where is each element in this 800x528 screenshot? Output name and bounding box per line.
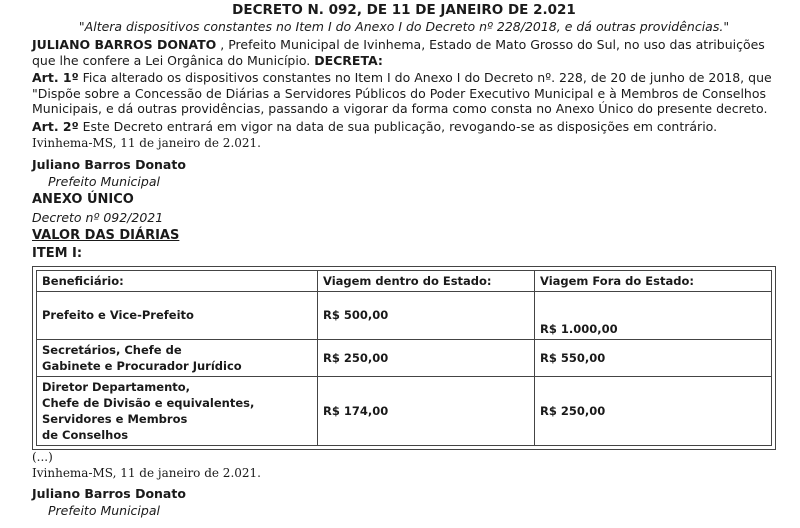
inside-state-cell: R$ 174,00	[318, 376, 535, 445]
inside-state-cell: R$ 500,00	[318, 291, 535, 339]
table-header-row	[37, 270, 772, 291]
outside-state-cell: R$ 550,00	[535, 339, 772, 376]
outside-state-cell: R$ 250,00	[535, 376, 772, 445]
decree-summary: "Altera dispositivos constantes no Item I do Anexo I do Decreto nº 228/2018, e dá outras providências."	[78, 19, 730, 34]
decree-title: DECRETO N. 092, DE 11 DE JANEIRO DE 2.021	[232, 2, 576, 18]
annex-item: ITEM I:	[32, 245, 83, 261]
signer-name-2: Juliano Barros Donato	[32, 486, 186, 501]
preamble	[32, 37, 776, 68]
beneficiary-cell: Secretários, Chefe de Gabinete e Procurador Jurídico	[37, 339, 318, 376]
annex-subheading: VALOR DAS DIÁRIAS	[32, 227, 180, 243]
signer-role-2: Prefeito Municipal	[48, 503, 160, 518]
rates-table	[36, 270, 772, 446]
table-row	[37, 291, 772, 339]
annex-heading: ANEXO ÚNICO	[32, 191, 134, 207]
place-date-2: Ivinhema-MS, 11 de janeiro de 2.021.	[32, 465, 261, 480]
signer-role: Prefeito Municipal	[48, 173, 160, 189]
decree-document	[32, 0, 776, 520]
outside-state-cell: R$ 1.000,00	[535, 291, 772, 339]
table-header-cell: Viagem dentro do Estado:	[318, 270, 535, 291]
article-1-label: Art. 1º	[32, 70, 79, 85]
signer-name: Juliano Barros Donato	[32, 156, 186, 172]
ellipsis: (...)	[32, 449, 53, 464]
article-1-text: Fica alterado os dispositivos constantes no Item I do Anexo I do Decreto nº. 228, de 20 de junho de 2018, que "Dispõe sobre a Concessão de Diárias a Servidores Públicos do Poder Executivo Municipal e à Membros de Conselhos Municipais, e dá outras providências, passando a vigorar da forma como consta no Anexo Único do presente decreto.	[32, 70, 772, 116]
article-2-label: Art. 2º	[32, 118, 79, 134]
table-row	[37, 339, 772, 376]
inside-state-cell: R$ 250,00	[318, 339, 535, 376]
article-2	[32, 119, 776, 135]
article-1	[32, 70, 776, 117]
annex-reference: Decreto nº 092/2021	[32, 209, 164, 225]
rates-table-frame	[32, 266, 776, 450]
beneficiary-cell: Prefeito e Vice-Prefeito	[37, 291, 318, 339]
place-date: Ivinhema-MS, 11 de janeiro de 2.021.	[32, 136, 261, 150]
table-row	[37, 376, 772, 445]
preamble-decreta: DECRETA:	[314, 52, 383, 68]
preamble-author: JULIANO BARROS DONATO	[32, 37, 217, 52]
table-header-cell: Beneficiário:	[37, 270, 318, 291]
beneficiary-cell: Diretor Departamento, Chefe de Divisão e equivalentes, Servidores e Membros de Conselhos	[37, 376, 318, 445]
article-2-text: Este Decreto entrará em vigor na data de sua publicação, revogando-se as disposições em contrário.	[78, 118, 718, 134]
preamble-text: , Prefeito Municipal de Ivinhema, Estado de Mato Grosso do Sul, no uso das atribuições que lhe confere a Lei Orgânica do Município.	[32, 37, 765, 68]
table-header-cell: Viagem Fora do Estado:	[535, 270, 772, 291]
